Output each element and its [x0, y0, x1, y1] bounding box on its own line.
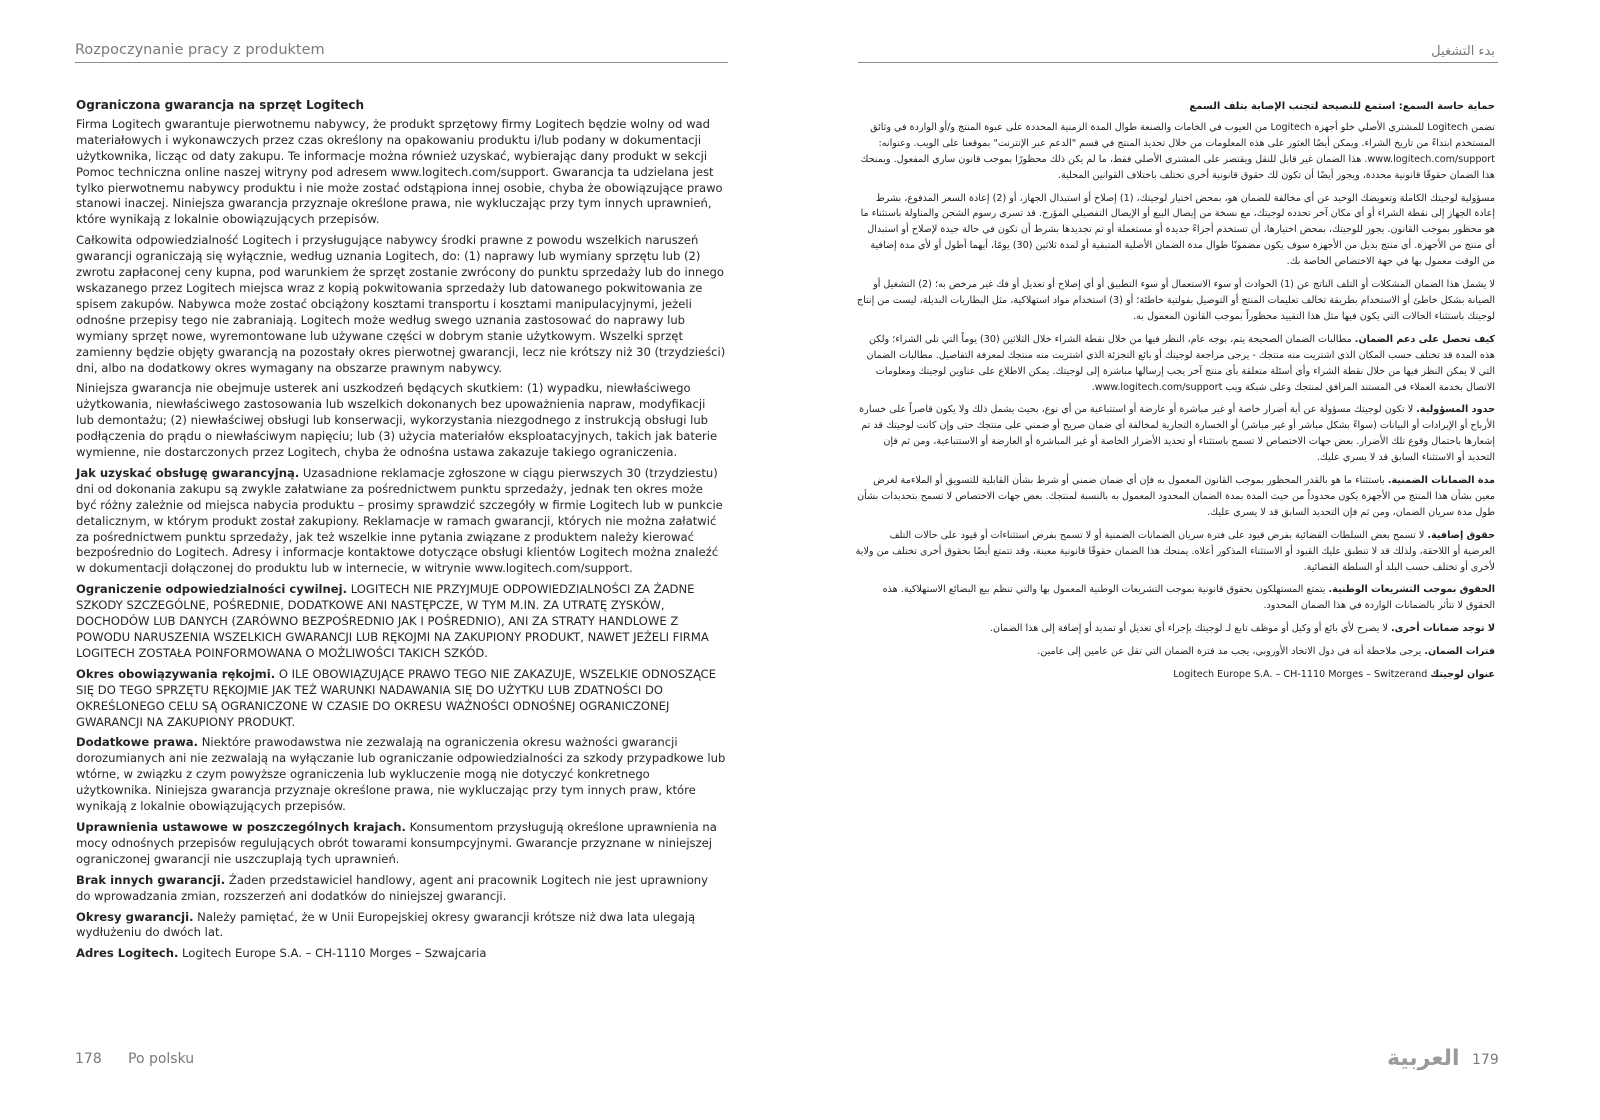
paragraph-text: Logitech Europe S.A. – CH-1110 Morges – Szwajcaria: [178, 946, 487, 961]
paragraph-text: Żaden przedstawiciel handlowy, agent ani pracownik Logitech nie jest uprawniony do wprowadzania zmian, rozszerzeń ani dodatków do niniejszej gwarancji.: [76, 872, 709, 903]
paragraph: [855, 120, 1495, 184]
paragraph-text: لا تكون لوجيتك مسؤولة عن أية أضرار خاصة أو غير مباشرة أو عارضة أو استتباعية من أي نوع، بحيث يشمل ذلك ولا يكون قاصراً على خسارة الأرباح أو الإيرادات أو البيانات (سواءً بشكل مباشر أو غير مباشر) أو الخسارة التجارية لمخالفة أي ضمان صريح أو ضمني على منتجك حتى وإن كانت لوجيتك قد تم إشعارها باحتمال وقوع تلك الأضرار. بعض جهات الاختصاص لا تسمح باستثناء أو تحديد الأضرار الخاصة أو غير المباشرة أو العارضة أو الاستتباعية، ومن ثم فإن التحديد أو الاستثناء السابق قد لا يسري عليك.: [859, 404, 1495, 464]
paragraph: [76, 466, 726, 577]
paragraph-heading: Brak innych gwarancji.: [76, 872, 226, 887]
paragraph: [76, 667, 726, 731]
paragraph-text: مطالبات الضمان الصحيحة يتم، بوجه عام، النظر فيها من خلال نقطة الشراء خلال الثلاثين (30) يوماً التي تلي الشراء؛ ولكن هذه المدة قد تختلف حسب المكان الذي اشتريت منه منتجك - يرجى مراجعة لوجيتك أو بائع التجزئة الذي اشتريت منه منتجك لمعرفة التفاصيل. مطالبات الضمان التي لا يمكن النظر فيها من خلال نقطة الشراء وأي أسئلة متعلقة بأي منتج آخر يجب إرسالها مباشرة إلى لوجيتك. يمكن الاطلاع على عناوين لوجيتك ومعلومات الاتصال بخدمة العملاء في المستند المرافق لمنتجك وعلى شبكة ويب www.logitech.com/support.: [866, 333, 1495, 393]
paragraph: [76, 873, 726, 905]
paragraph: [855, 621, 1495, 637]
section-title-arabic: حماية حاسة السمع: استمع للنصيحة لتجنب الإصابة بتلف السمع: [1189, 101, 1495, 112]
paragraph-text: Logitech Europe S.A. – CH-1110 Morges – Switzerand: [1173, 669, 1431, 681]
paragraph-heading: كيف تحصل على دعم الضمان.: [1354, 333, 1495, 345]
paragraph-text: Należy pamiętać, że w Unii Europejskiej okresy gwarancji krótsze niż dwa lata ulegają wydłużeniu do dwóch lat.: [76, 909, 696, 940]
paragraph: [76, 381, 726, 461]
paragraph-list: [76, 117, 726, 962]
paragraph: [855, 191, 1495, 271]
paragraph-heading: حقوق إضافية.: [1427, 529, 1495, 541]
page-number-left: 178: [75, 1051, 102, 1067]
paragraph-heading: لا توجد ضمانات أخرى.: [1391, 623, 1495, 635]
language-label-right: العربية: [1387, 1046, 1460, 1071]
paragraph-heading: Jak uzyskać obsługę gwarancyjną.: [76, 465, 300, 480]
paragraph: [76, 735, 726, 815]
language-label-left: Po polsku: [128, 1051, 195, 1067]
paragraph-text: باستثناء ما هو بالقدر المحظور بموجب القانون المعمول به فإن أي ضمان ضمني أو شرط بشأن القابلية للتسويق أو الملاءمة لغرض معين بشأن هذا المنتج من الأجهزة يكون محدوداً من حيث المدة بمدة الضمان المحدود المعمول به بالنسبة لمنتجك. بعض جهات الاختصاص لا تسمح بتحديدات بشأن طول مدة سريان الضمان، ومن ثم فإن التحديد السابق قد لا يسري عليك.: [857, 475, 1495, 518]
paragraph-heading: مدة الضمانات الضمنية.: [1387, 475, 1495, 487]
paragraph-text: لا يصرح لأي بائع أو وكيل أو موظف تابع لـ لوجيتك بإجراء أي تعديل أو تمديد أو إضافة إلى هذا الضمان.: [989, 623, 1391, 635]
paragraph-text: تضمن Logitech للمشتري الأصلي خلو أجهزة Logitech من العيوب في الخامات والصنعة طوال المدة الزمنية المحددة على عبوة المنتج و/أو الواردة في وثائق المستخدم ابتداءً من تاريخ الشراء. ويمكن أيضًا العثور على هذه المعلومات من خلال تحديد المنتج في قسم "الدعم عبر الإنترنت" بموقعنا على الويب. وعنوانه: www.logitech.com/support. هذا الضمان غير قابل للنقل ويقتصر على المشتري الأصلي فقط، ما لم يكن ذلك محظورًا بموجب قانون ساري المفعول. ويمنحك هذا الضمان حقوقًا قانونية محددة، ويجوز أيضًا أن تكون لك حقوق قانونية أخرى تختلف باختلاف القوانين المحلية.: [860, 121, 1495, 181]
paragraph: [855, 473, 1495, 521]
paragraph-heading: الحقوق بموجب التشريعات الوطنية.: [1328, 584, 1495, 596]
right-page: [800, 0, 1600, 1120]
warranty-text-arabic: [855, 99, 1495, 690]
paragraph-heading: عنوان لوجيتك: [1430, 669, 1495, 681]
paragraph: [76, 117, 726, 228]
running-header-right: بدء التشغيل: [1431, 44, 1495, 59]
paragraph-text: مسؤولية لوجيتك الكاملة وتعويضك الوحيد عن أي مخالفة للضمان هو، بمحض اختيار لوجيتك، (1) إصلاح أو استبدال الجهاز، أو (2) إعادة السعر المدفوع، بشرط إعادة الجهاز إلى نقطة الشراء أو أي مكان آخر تحدده لوجيتك، مع نسخة من إيصال البيع أو الإيصال التفصيلي المؤرخ. قد تسري رسوم الشحن والمناولة باستثناء ما هو محظور بموجب القانون. يجوز للوجيتك، بمحض اختيارها، أن تستخدم أجزاءً جديدة أو مستعملة أو تم تجديدها بشرط أن تكون في حالة جيدة لإصلاح أو استبدال أي منتج من الأجهزة. أي منتج بديل من الأجهزة سوف يكون مضمونًا طوال مدة الضمان الأصلية المتبقية أو لمدة ثلاثين (30) يومًا، أيهما أطول أو لأي مدة إضافية من الوقت معمول بها في جهة الاختصاص الخاصة بك.: [860, 192, 1495, 268]
paragraph-text: Całkowita odpowiedzialność Logitech i przysługujące nabywcy środki prawne z powodu wszelkich naruszeń gwarancji ograniczają się wyłącznie, według uznania Logitech, do: (1) naprawy lub wymiany sprzętu lub (2) zwrotu zapłaconej ceny kupna, pod warunkiem że sprzęt zostanie zwrócony do punktu sprzedaży lub do innego wskazanego przez Logitech miejsca wraz z kopią pokwitowania sprzedaży lub datowanego pokwitowania ze spisem zakupów. Nabywca może zostać obciążony kosztami transportu i kosztami manipulacyjnymi, jeżeli odnośne przepisy tego nie zabraniają. Logitech może według swego uznania zastosować do naprawy lub wymiany sprzęt nowe, wyremontowane lub używane części w dobrym stanie użytkowym. Wszelki sprzęt zamienny będzie objęty gwarancją na pozostały okres pierwotnej gwarancji, lecz nie krótszy niż 30 (trzydzieści) dni, albo na dodatkowy okres wymagany na obszarze prawnym nabywcy.: [76, 233, 726, 375]
paragraph: [855, 582, 1495, 614]
paragraph-heading: Ograniczenie odpowiedzialności cywilnej.: [76, 582, 348, 597]
header-rule-left: [75, 62, 728, 63]
paragraph-text: O ILE OBOWIĄZUJĄCE PRAWO TEGO NIE ZAKAZUJE, WSZELKIE ODNOSZĄCE SIĘ DO TEGO SPRZĘTU RĘKOJMIE JAK TEŻ WARUNKI NADAWANIA SIĘ DO UŻYTKU LUB ZDATNOŚCI DO OKREŚLONEGO CELU SĄ OGRANICZONE W CZASIE DO OKRESU WAŻNOŚCI ODNOŚNEJ OGRANICZONEJ GWARANCJI NA ZAKUPIONY PRODUKT.: [76, 666, 717, 729]
paragraph: [76, 946, 726, 962]
section-title: Ograniczona gwarancja na sprzęt Logitech: [76, 98, 365, 112]
paragraph-heading: Okres obowiązywania rękojmi.: [76, 666, 276, 681]
paragraph: [855, 402, 1495, 466]
paragraph-text: لا يشمل هذا الضمان المشكلات أو التلف الناتج عن (1) الحوادث أو سوء الاستعمال أو سوء التطبيق أو أي إصلاح أو تعديل أو فك غير مرخص به؛ (2) التشغيل أو الصيانة بشكل خاطئ أو الاستخدام بطريقة تخالف تعليمات المنتج أو التوصيل بفولتية خاطئة؛ أو (3) استخدام مواد استهلاكية، مثل البطاريات البديلة، ليست من إنتاج لوجيتك باستثناء الحالات التي يكون فيها مثل هذا التقييد محظوراً بموجب القانون المعمول به.: [856, 279, 1495, 322]
paragraph: [855, 332, 1495, 396]
paragraph: [855, 277, 1495, 325]
paragraph-text: Firma Logitech gwarantuje pierwotnemu nabywcy, że produkt sprzętowy firmy Logitech będzie wolny od wad materiałowych i wykonawczych przez czas określony na opakowaniu produktu i/lub podany w dokumentacji użytkownika, licząc od daty zakupu. Te informacje można również uzyskać, wybierając dany produkt w sekcji Pomoc techniczna online naszej witryny pod adresem www.logitech.com/support. Gwarancja ta udzielana jest tylko pierwotnemu nabywcy produktu i nie może zostać odstąpiona innej osobie, chyba że obowiązujące prawo stanowi inaczej. Niniejsza gwarancja przyznaje określone prawa, nie wykluczając przy tym innych uprawnień, które wynikają z lokalnie obowiązujących przepisów.: [76, 116, 723, 227]
paragraph-heading: Okresy gwarancji.: [76, 909, 194, 924]
warranty-text-polish: [76, 98, 726, 967]
paragraph-text: Niektóre prawodawstwa nie zezwalają na ograniczenia okresu ważności gwarancji dorozumianych ani nie zezwalają na wyłączanie lub ograniczanie odpowiedzialności za szkody przypadkowe lub wtórne, w związku z czym powyższe ograniczenia lub wykluczenie mogą nie dotyczyć konkretnego użytkownika. Niniejsza gwarancja przyznaje określone prawa, nie wykluczając przy tym innych praw, które wynikają z lokalnie obowiązujących przepisów.: [76, 735, 726, 814]
paragraph: [76, 820, 726, 868]
paragraph: [855, 644, 1495, 660]
paragraph: [855, 667, 1495, 683]
paragraph-text: Konsumentom przysługują określone uprawnienia na mocy odnośnych przepisów regulujących obrót towarami konsumpcyjnymi. Gwarancje przyznane w niniejszej ograniczonej gwarancji nie uszczuplają tych uprawnień.: [76, 819, 717, 866]
paragraph-text: Niniejsza gwarancja nie obejmuje usterek ani uszkodzeń będących skutkiem: (1) wypadku, niewłaściwego użytkowania, niewłaściwego zastosowania lub wszelkich dokonanych bez upoważnienia napraw, modyfikacji lub demontażu; (2) niewłaściwej obsługi lub konserwacji, wykorzystania niezgodnego z instrukcją obsługi lub podłączenia do prądu o niewłaściwym napięciu; lub (3) użycia materiałów eksploatacyjnych, takich jak baterie wymienne, nie dostarczonych przez Logitech, chyba że odnośna ustawa zakazuje takiego ograniczenia.: [76, 381, 718, 460]
running-header-left: Rozpoczynanie pracy z produktem: [75, 42, 325, 58]
paragraph-heading: فترات الضمان.: [1424, 646, 1495, 658]
paragraph: [76, 233, 726, 376]
paragraph: [855, 528, 1495, 576]
paragraph-heading: Uprawnienia ustawowe w poszczególnych krajach.: [76, 819, 406, 834]
paragraph-text: يرجى ملاحظة أنه في دول الاتحاد الأوروبي، يجب مد فترة الضمان التي تقل عن عامين إلى عامين.: [1037, 646, 1425, 658]
paragraph-list-arabic: [855, 120, 1495, 683]
paragraph-text: لا تسمح بعض السلطات القضائية بفرض قيود على فترة سريان الضمانات الضمنية أو لا تسمح بفرض استثناءات أو قيود على حالات التلف العرضية أو اللاحقة، ولذلك قد لا تنطبق عليك القيود أو الاستثناء المذكور أعلاه. يمنحك هذا الضمان حقوقًا قانونية معينة، وقد تتمتع أيضًا بحقوق أخرى تختلف من ولاية لأخرى أو تختلف حسب البلد أو السلطة القضائية.: [855, 529, 1495, 573]
paragraph: [76, 910, 726, 942]
header-rule-right: [858, 62, 1498, 63]
paragraph-text: LOGITECH NIE PRZYJMUJE ODPOWIEDZIALNOŚCI ZA ŻADNE SZKODY SZCZEGÓLNE, POŚREDNIE, DODATKOWE ANI NASTĘPCZE, W TYM M.IN. ZA UTRATĘ ZYSKÓW, DOCHODÓW LUB DANYCH (ZARÓWNO BEZPOŚREDNIO JAK I POŚREDNIO), ANI ZA STRATY HANDLOWE Z POWODU NARUSZENIA WSZELKICH GWARANCJI LUB RĘKOJMI NA ZAKUPIONY PRODUKT, NAWET JEŻELI FIRMA LOGITECH ZOSTAŁA POINFORMOWANA O MOŻLIWOŚCI TAKICH SZKÓD.: [76, 582, 709, 660]
page-number-right: 179: [1472, 1052, 1499, 1068]
paragraph-text: Uzasadnione reklamacje zgłoszone w ciągu pierwszych 30 (trzydziestu) dni od dokonania zakupu są zwykle załatwiane za pośrednictwem punktu sprzedaży, jednak ten okres może być różny zależnie od miejsca nabycia produktu – prosimy sprawdzić szczegóły w firmie Logitech lub w punkcie detalicznym, w którym produkt został zakupiony. Reklamacje w ramach gwarancji, których nie można załatwić za pośrednictwem punktu sprzedaży, jak też wszelkie inne pytania związane z produktem należy kierować bezpośrednio do Logitech. Adresy i informacje kontaktowe dotyczące obsługi klientów Logitech można znaleźć w dokumentacji dołączonej do produktu lub w internecie, w witrynie www.logitech.com/support.: [76, 465, 723, 576]
paragraph: [76, 582, 726, 662]
paragraph-heading: حدود المسؤولية.: [1416, 404, 1495, 416]
paragraph-heading: Adres Logitech.: [76, 946, 179, 961]
paragraph-heading: Dodatkowe prawa.: [76, 735, 199, 750]
paragraph-text: يتمتع المستهلكون بحقوق قانونية بموجب التشريعات الوطنية المعمول بها والتي تنظم بيع البضائع الاستهلاكية. هذه الحقوق لا تتأثر بالضمانات الواردة في هذا الضمان المحدود.: [882, 584, 1495, 612]
